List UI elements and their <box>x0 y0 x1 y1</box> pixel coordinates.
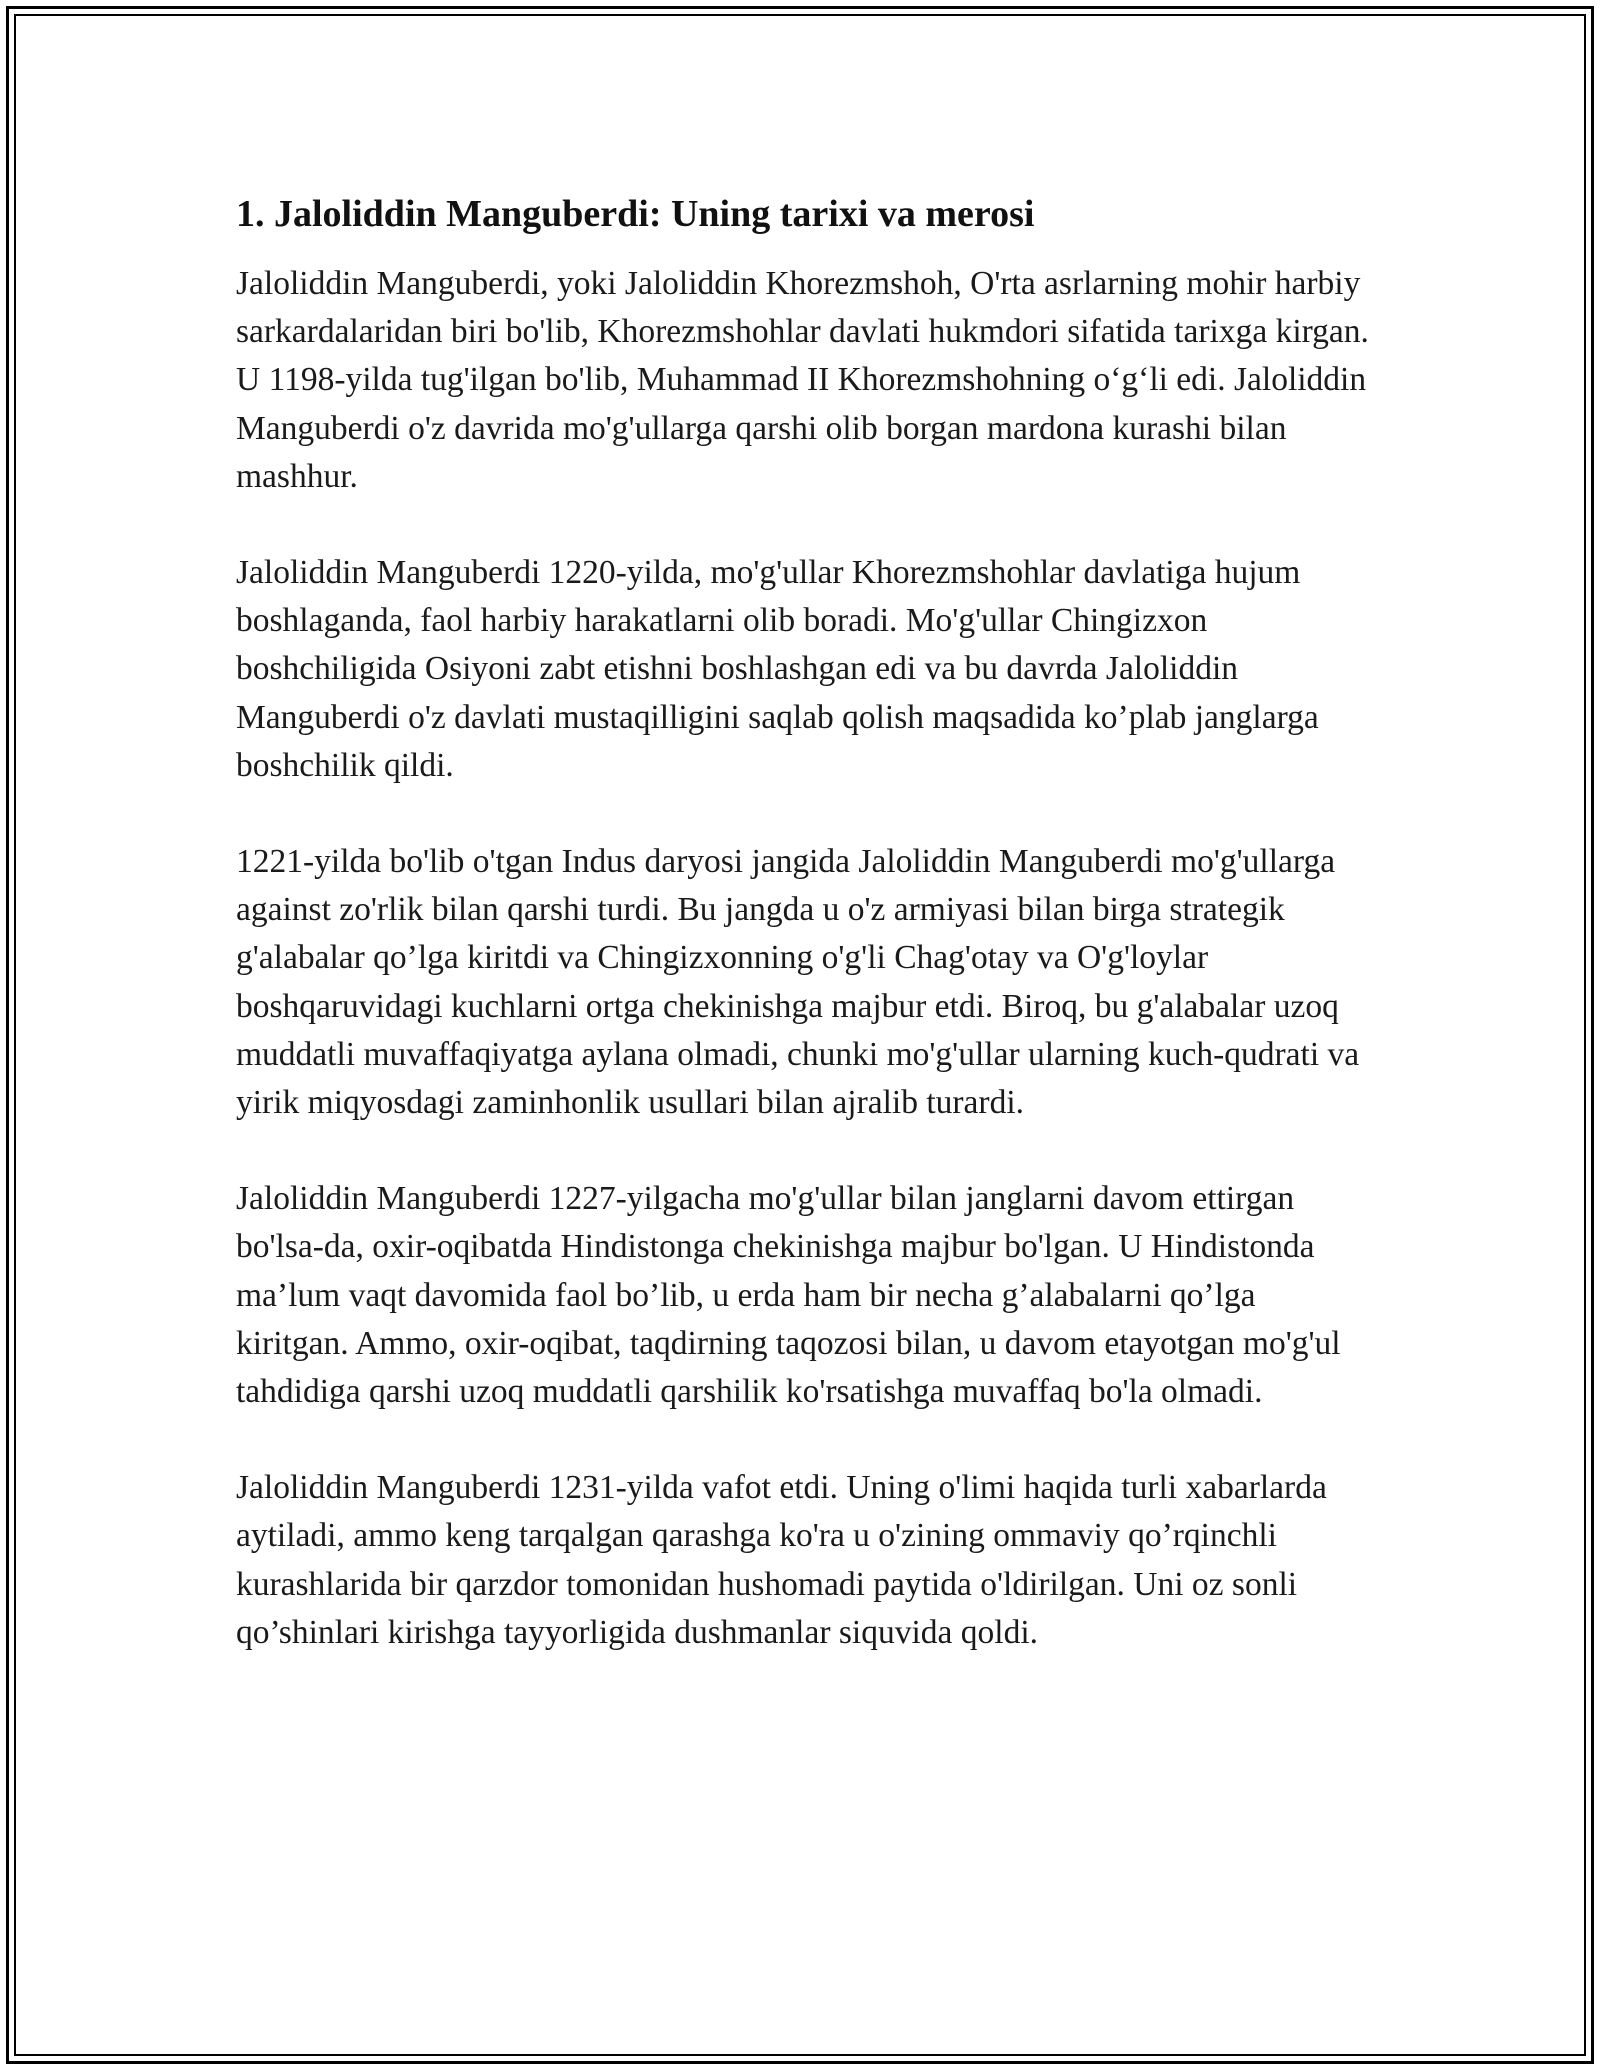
document-body <box>236 188 1376 1705</box>
paragraph-intro: Jaloliddin Manguberdi, yoki Jaloliddin Khorezmshoh, O'rta asrlarning mohir harbiy sarkardalaridan biri bo'lib, Khorezmshohlar davlati hukmdori sifatida tarixga kirgan. U 1198-yilda tug'ilgan bo'lib, Muhammad II Khorezmshohning o‘g‘li edi. Jaloliddin Manguberdi o'z davrida mo'g'ullarga qarshi olib borgan mardona kurashi bilan mashhur. <box>236 265 1369 495</box>
document-title: 1. Jaloliddin Manguberdi: Uning tarixi va merosi <box>236 193 1035 235</box>
paragraph-1220: Jaloliddin Manguberdi 1220-yilda, mo'g'ullar Khorezmshohlar davlatiga hujum boshlaganda, faol harbiy harakatlarni olib boradi. Mo'g'ullar Chingizxon boshchiligida Osiyoni zabt etishni boshlashgan edi va bu davrda Jaloliddin Manguberdi o'z davlati mustaqilligini saqlab qolish maqsadida ko’plab janglarga boshchilik qildi. <box>236 554 1319 784</box>
paragraph-1221-indus: 1221-yilda bo'lib o'tgan Indus daryosi jangida Jaloliddin Manguberdi mo'g'ullarga against zo'rlik bilan qarshi turdi. Bu jangda u o'z armiyasi bilan birga strategik g'alabalar qo’lga kiritdi va Chingizxonning o'g'li Chag'otay va O'g'loylar boshqaruvidagi kuchlarni ortga chekinishga majbur etdi. Biroq, bu g'alabalar uzoq muddatli muvaffaqiyatga aylana olmadi, chunki mo'g'ullar ularning kuch-qudrati va yirik miqyosdagi zaminhonlik usullari bilan ajralib turardi. <box>236 843 1360 1122</box>
paragraph-1227-india: Jaloliddin Manguberdi 1227-yilgacha mo'g'ullar bilan janglarni davom ettirgan bo'lsa-da, oxir-oqibatda Hindistonga chekinishga majbur bo'lgan. U Hindistonda ma’lum vaqt davomida faol bo’lib, u erda ham bir necha g’alabalarni qo’lga kiritgan. Ammo, oxir-oqibat, taqdirning taqozosi bilan, u davom etayotgan mo'g'ul tahdidiga qarshi uzoq muddatli qarshilik ko'rsatishga muvaffaq bo'la olmadi. <box>236 1180 1341 1411</box>
paragraph-1231-death: Jaloliddin Manguberdi 1231-yilda vafot etdi. Uning o'limi haqida turli xabarlarda aytiladi, ammo keng tarqalgan qarashga ko'ra u o'zining ommaviy qo’rqinchli kurashlarida bir qarzdor tomonidan hushomadi paytida o'ldirilgan. Uni oz sonli qo’shinlari kirishga tayyorligida dushmanlar siquvida qoldi. <box>236 1469 1327 1651</box>
